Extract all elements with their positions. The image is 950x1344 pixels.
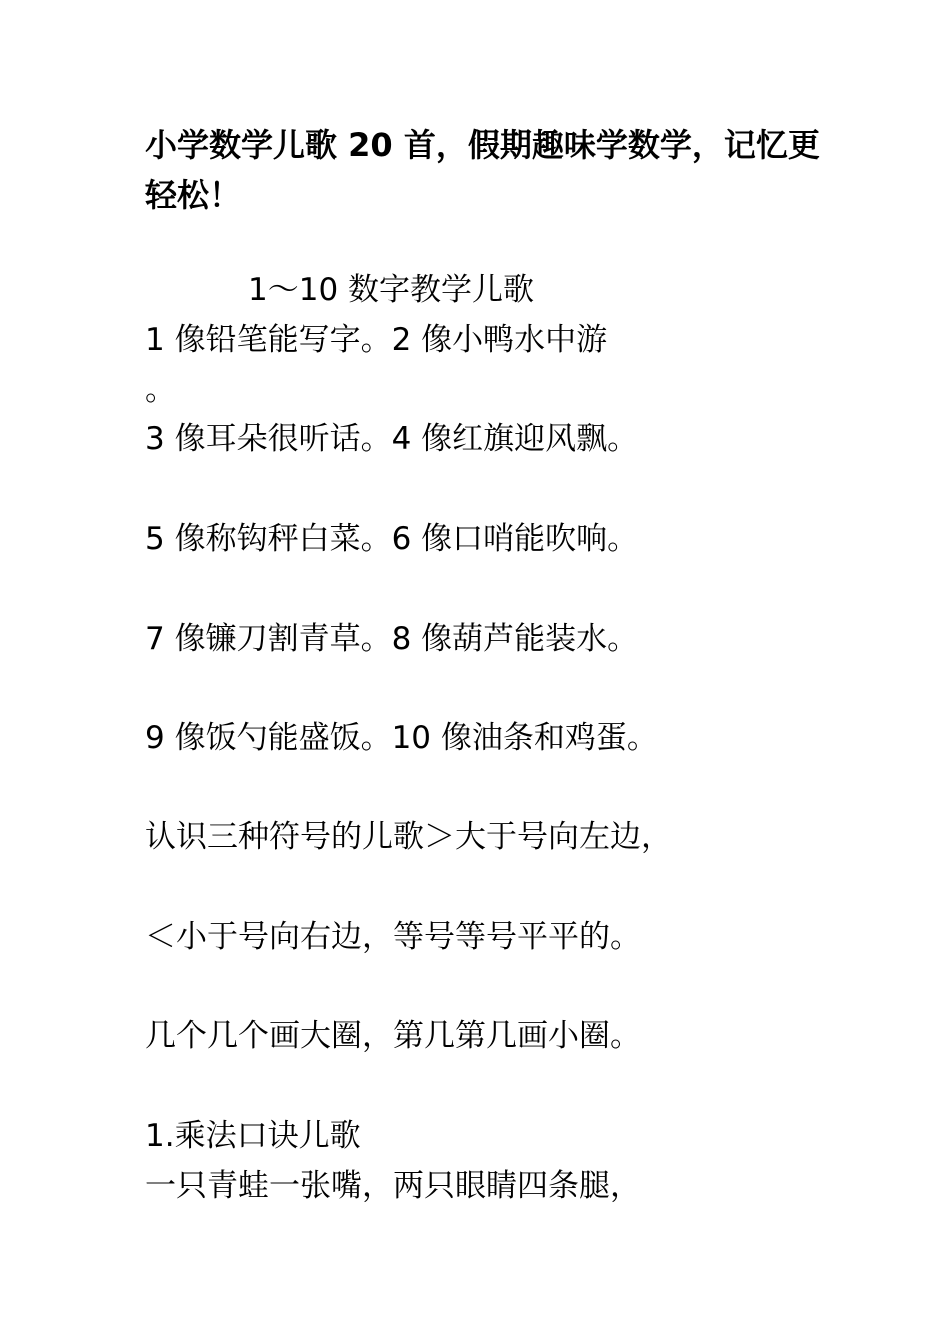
rhyme-line-6: 9 像饭勺能盛饭。10 像油条和鸡蛋。 bbox=[145, 720, 658, 756]
rhyme-line-1: 1 像铅笔能写字。2 像小鸭水中游 bbox=[145, 322, 608, 358]
circle-rhyme-line: 几个几个画大圈，第几第几画小圈。 bbox=[145, 1018, 641, 1054]
rhyme-line-5: 7 像镰刀割青草。8 像葫芦能装水。 bbox=[145, 621, 639, 657]
section-heading-number-rhymes: 1～10 数字教学儿歌 bbox=[248, 272, 535, 308]
symbols-rhyme-line-2: ＜小于号向右边，等号等号平平的。 bbox=[145, 919, 641, 955]
multiplication-rhyme-line-1: 一只青蛙一张嘴，两只眼睛四条腿， bbox=[145, 1168, 641, 1204]
rhyme-line-3: 3 像耳朵很听话。4 像红旗迎风飘。 bbox=[145, 421, 639, 457]
symbols-rhyme-line-1: 认识三种符号的儿歌＞大于号向左边， bbox=[145, 819, 672, 855]
rhyme-line-4: 5 像称钩秤白菜。6 像口哨能吹响。 bbox=[145, 521, 639, 557]
document-title: 小学数学儿歌 20 首，假期趣味学数学，记忆更轻松！ bbox=[145, 126, 820, 214]
section-heading-multiplication: 1.乘法口诀儿歌 bbox=[145, 1118, 361, 1154]
rhyme-line-2: 。 bbox=[145, 372, 176, 408]
